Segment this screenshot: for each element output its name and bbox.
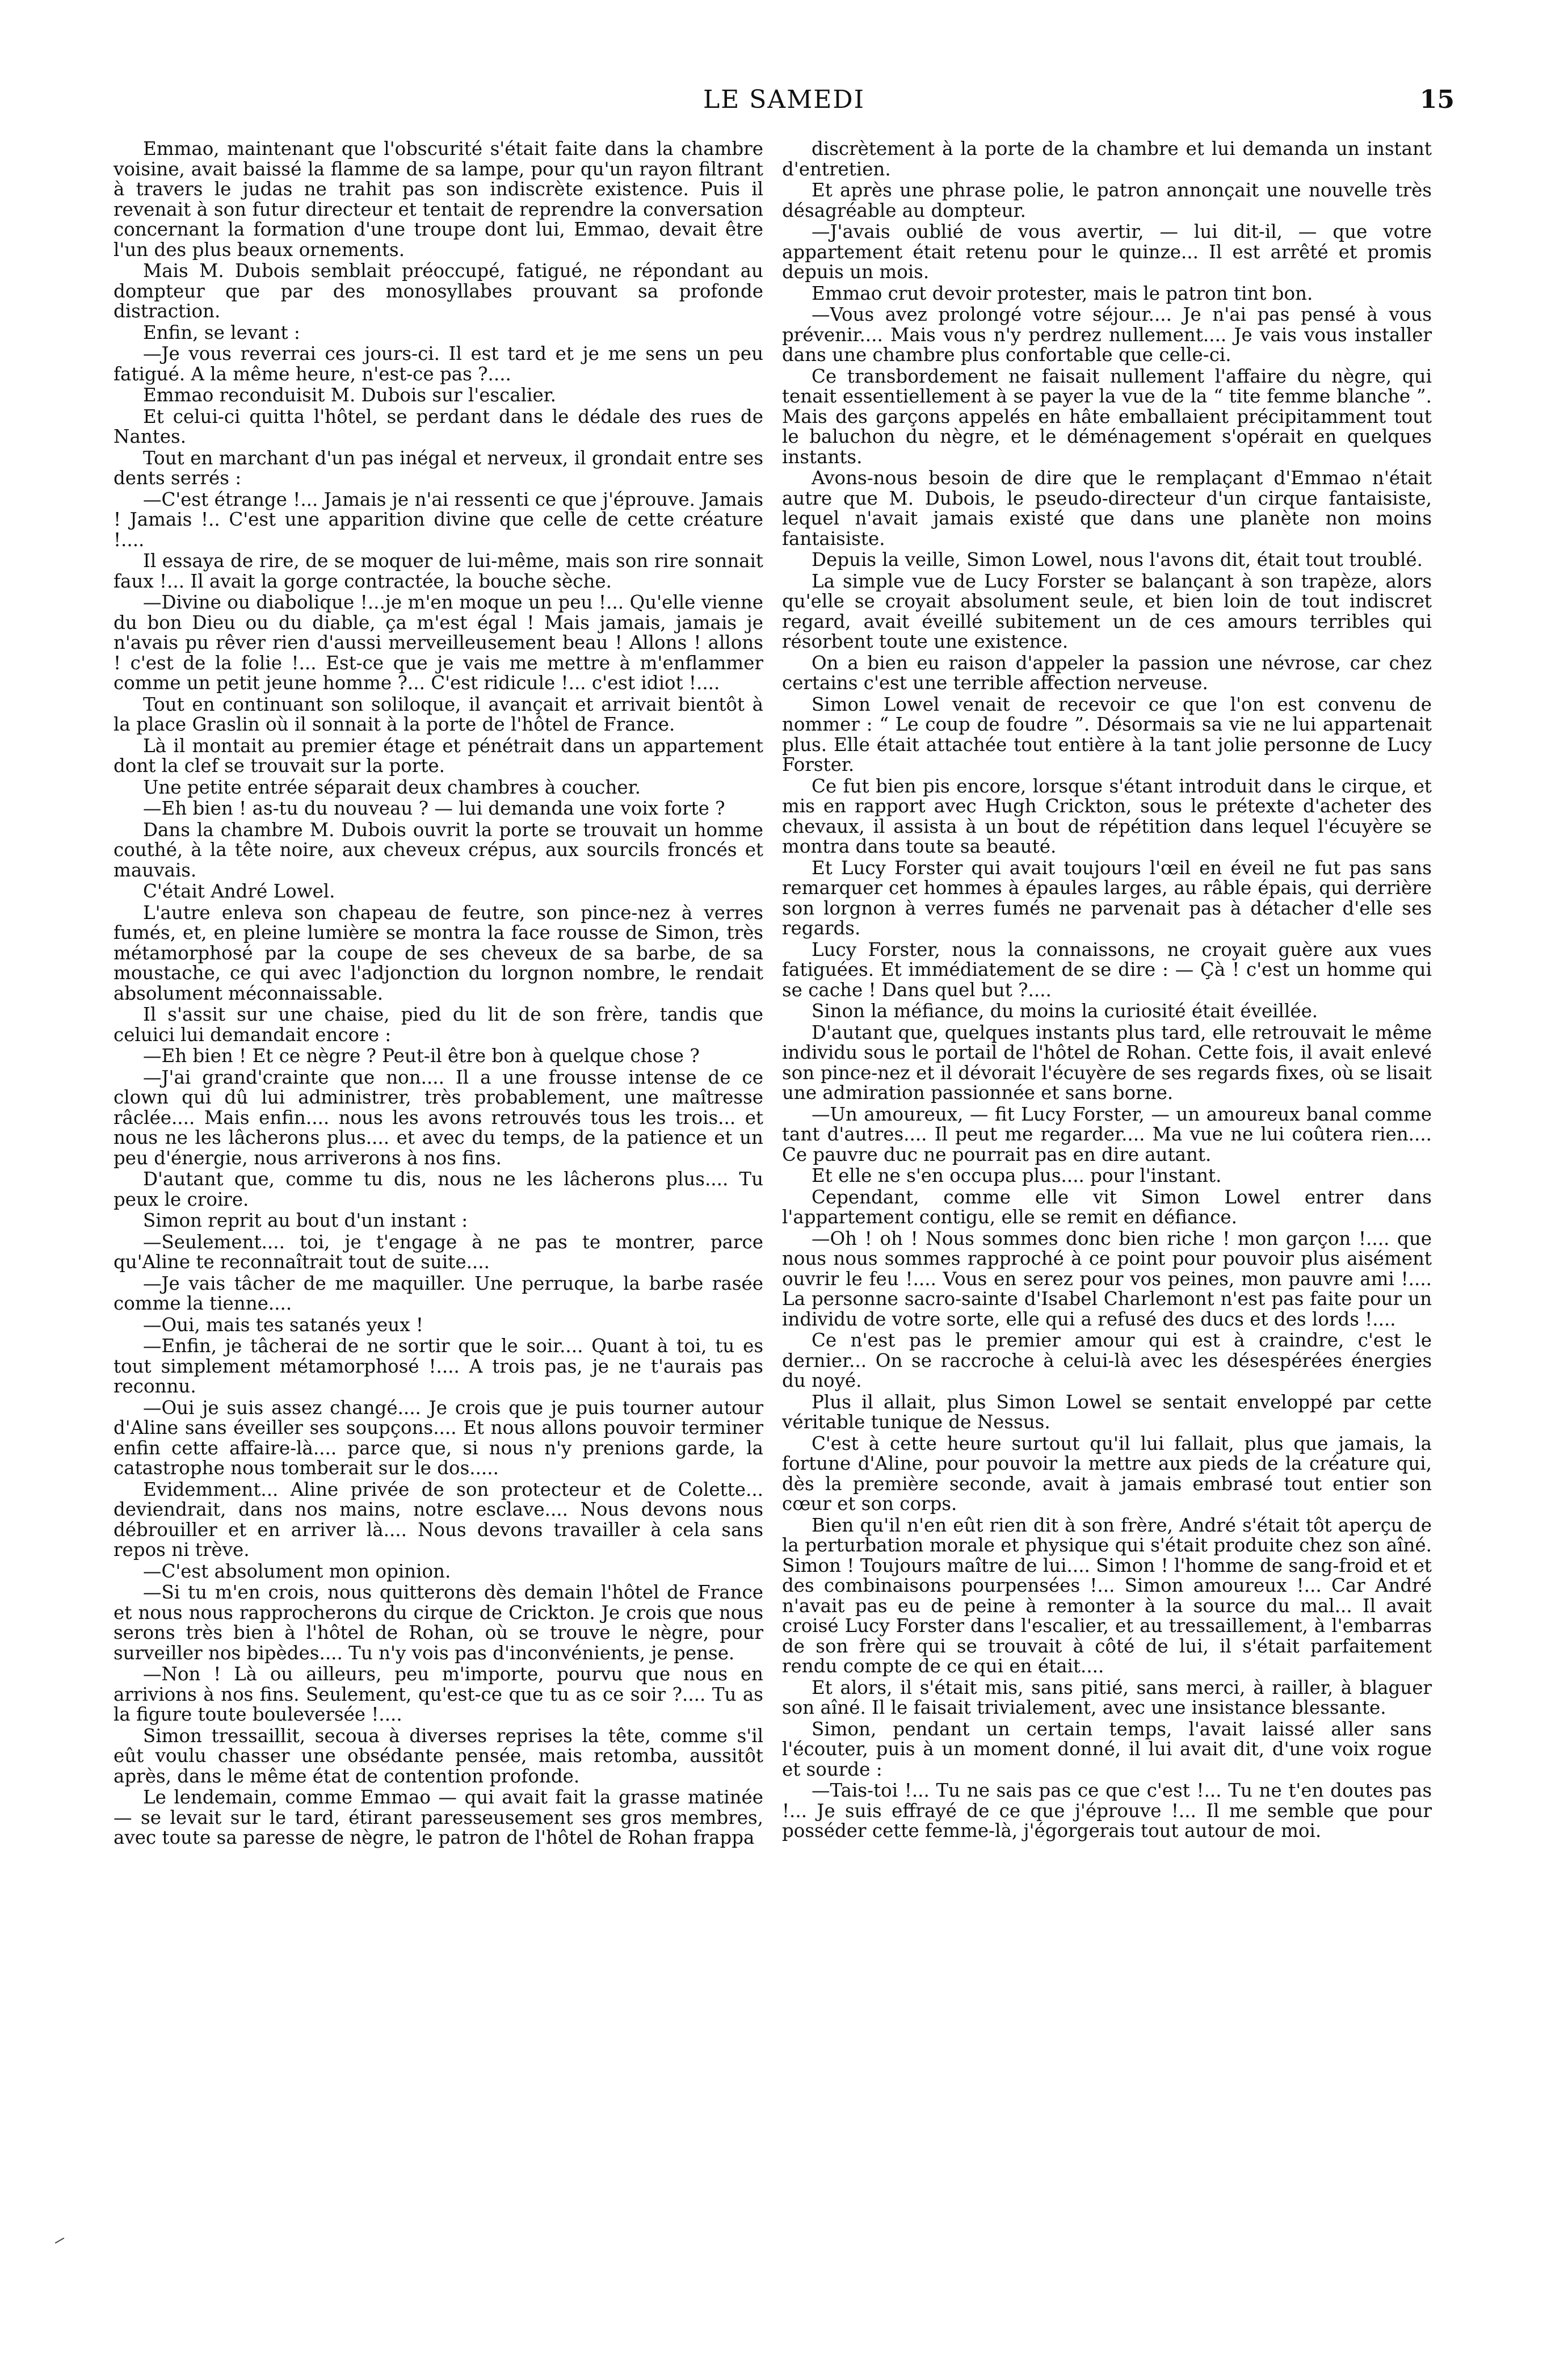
paragraph: Simon reprit au bout d'un instant : <box>143 1210 468 1231</box>
paragraph: Avons-nous besoin de dire que le remplaçant d'Emmao n'était autre que M. Dubois, le pseudo-directeur d'un cirque fantaisiste, lequel n'avait jamais existé que dans une planète non moins fantaisiste. <box>782 467 1432 549</box>
paragraph: —Tais-toi !... Tu ne sais pas ce que c'est !... Tu ne t'en doutes pas !... Je suis effrayé de ce que j'éprouve !... Il me semble que pour posséder cette femme-là, j'égorgerais tout autour de moi. <box>782 1780 1432 1842</box>
running-title: LE SAMEDI <box>703 85 865 114</box>
paragraph: —Un amoureux, — fit Lucy Forster, — un amoureux banal comme tant d'autres.... Il peut me regarder.... Ma vue ne lui coûtera rien.... Ce pauvre duc ne pourrait pas en dire autant. <box>782 1103 1432 1165</box>
paragraph: —Seulement.... toi, je t'engage à ne pas te montrer, parce qu'Aline te reconnaîtrait tout de suite.... <box>113 1231 763 1273</box>
paragraph: —Vous avez prolongé votre séjour.... Je n'ai pas pensé à vous prévenir.... Mais vous n'y perdrez nullement.... Je vais vous installer dans une chambre plus confortable que celle-ci. <box>782 304 1432 366</box>
running-head <box>113 85 1455 119</box>
paragraph: Dans la chambre M. Dubois ouvrit la porte se trouvait un homme couthé, à la tête noire, aux cheveux crépus, aux sourcils froncés et mauvais. <box>113 819 763 881</box>
paragraph: Mais M. Dubois semblait préoccupé, fatigué, ne répondant au dompteur que par des monosyllabes prouvant sa profonde distraction. <box>113 260 763 322</box>
paragraph: Simon Lowel venait de recevoir ce que l'on est convenu de nommer : “ Le coup de foudre ”. Désormais sa vie ne lui appartenait plus. Elle était attachée tout entière à la tant jolie personne de Lucy Forster. <box>782 693 1432 775</box>
paragraph: Enfin, se levant : <box>143 321 300 343</box>
paragraph: Tout en marchant d'un pas inégal et nerveux, il grondait entre ses dents serrés : <box>113 447 763 489</box>
paragraph: —Oui, mais tes satanés yeux ! <box>143 1314 423 1336</box>
paragraph: —Oui je suis assez changé.... Je crois que je puis tourner autour d'Aline sans éveiller ses soupçons.... Et nous allons pouvoir terminer enfin cette affaire-là.... parce que, si nous n'y prenions garde, la catastrophe nous tomberait sur le dos..... <box>113 1396 763 1479</box>
paragraph: Simon tressaillit, secoua à diverses reprises la tête, comme s'il eût voulu chasser une obsédante pensée, mais retomba, aussitôt après, dans le même état de contention profonde. <box>113 1725 763 1787</box>
paragraph: —Divine ou diabolique !...je m'en moque un peu !... Qu'elle vienne du bon Dieu ou du diable, ça m'est égal ! Mais jamais, jamais je n'avais pu rêver rien d'aussi merveilleusement beau ! Allons ! allons ! c'est de la folie !... Est-ce que je vais me mettre à m'enflammer comme un petit jeune homme ?... C'est ridicule !... c'est idiot !.... <box>113 592 763 694</box>
paragraph: Emmao crut devoir protester, mais le patron tint bon. <box>812 282 1313 304</box>
ink-speck <box>55 2238 65 2244</box>
paragraph: —Je vais tâcher de me maquiller. Une perruque, la barbe rasée comme la tienne.... <box>113 1272 763 1314</box>
paragraph: Depuis la veille, Simon Lowel, nous l'avons dit, était tout troublé. <box>812 549 1423 571</box>
left-column <box>113 139 763 1849</box>
paragraph: Ce fut bien pis encore, lorsque s'étant introduit dans le cirque, et mis en rapport avec Hugh Crickton, sous le prétexte d'acheter des chevaux, il assista à un bout de répétition dans lequel l'écuyère se montra dans toute sa beauté. <box>782 775 1432 857</box>
paragraph: On a bien eu raison d'appeler la passion une névrose, car chez certains c'est une terrible affection nerveuse. <box>782 652 1432 694</box>
page-number: 15 <box>1419 85 1455 114</box>
paragraph: discrètement à la porte de la chambre et lui demanda un instant d'entretien. <box>782 138 1432 180</box>
paragraph: —Si tu m'en crois, nous quitterons dès demain l'hôtel de France et nous nous rapprocherons du cirque de Crickton. Je crois que nous serons très bien à l'hôtel de Rohan, où se trouve le nègre, pour surveiller nos bipèdes.... Tu n'y vois pas d'inconvénients, je pense. <box>113 1582 763 1664</box>
right-column <box>782 139 1432 1843</box>
paragraph: —J'avais oublié de vous avertir, — lui dit-il, — que votre appartement était retenu pour le quinze... Il est arrêté et promis depuis un mois. <box>782 221 1432 283</box>
paragraph: Sinon la méfiance, du moins la curiosité était éveillée. <box>812 1000 1318 1022</box>
paragraph: —Oh ! oh ! Nous sommes donc bien riche ! mon garçon !.... que nous nous sommes rapproché à ce point pour pouvoir plus aisément ouvrir le feu !.... Vous en serez pour vos peines, mon pauvre ami !.... La personne sacro-sainte d'Isabel Charlemont n'est pas faite pour un individu de votre sorte, elle qui a refusé des ducs et des lords !.... <box>782 1227 1432 1330</box>
paragraph: Il essaya de rire, de se moquer de lui-même, mais son rire sonnait faux !... Il avait la gorge contractée, la bouche sèche. <box>113 550 763 592</box>
paragraph: Bien qu'il n'en eût rien dit à son frère, André s'était tôt aperçu de la perturbation morale et physique qui s'était produite chez son aîné. Simon ! Toujours maître de lui.... Simon ! l'homme de sang-froid et et des combinaisons pourpensées !... Simon amoureux !... Car André n'avait pas eu de peine à remonter à la source du mal... Il avait croisé Lucy Forster dans l'escalier, et au tressaillement, à l'embarras de son frère qui se trouvait à côté de lui, il s'était parfaitement rendu compte de ce qui en était.... <box>782 1514 1432 1677</box>
paragraph: —Enfin, je tâcherai de ne sortir que le soir.... Quant à toi, tu es tout simplement métamorphosé !.... A trois pas, je ne t'aurais pas reconnu. <box>113 1335 763 1397</box>
paragraph: —Eh bien ! as-tu du nouveau ? — lui demanda une voix forte ? <box>143 798 725 819</box>
paragraph: D'autant que, quelques instants plus tard, elle retrouvait le même individu sous le portail de l'hôtel de Rohan. Cette fois, il avait enlevé son pince-nez et il dévorait l'écuyère de ses regards fixes, où se lisait une admiration passionnée et sans borne. <box>782 1021 1432 1104</box>
paragraph: C'est à cette heure surtout qu'il lui fallait, plus que jamais, la fortune d'Aline, pour pouvoir la mettre aux pieds de la créature qui, dès la première seconde, avait à jamais embrasé tout entier son cœur et son corps. <box>782 1432 1432 1515</box>
paragraph: Et elle ne s'en occupa plus.... pour l'instant. <box>812 1165 1222 1186</box>
paragraph: —C'est étrange !... Jamais je n'ai ressenti ce que j'éprouve. Jamais ! Jamais !.. C'est une apparition divine que celle de cette créature !.... <box>113 488 763 551</box>
paragraph: Le lendemain, comme Emmao — qui avait fait la grasse matinée — se levait sur le tard, étirant paresseusement ses gros membres, avec toute sa paresse de nègre, le patron de l'hôtel de Rohan frappa <box>113 1786 763 1848</box>
paragraph: D'autant que, comme tu dis, nous ne les lâcherons plus.... Tu peux le croire. <box>113 1168 763 1210</box>
paragraph: Cependant, comme elle vit Simon Lowel entrer dans l'appartement contigu, elle se remit en défiance. <box>782 1186 1432 1228</box>
paragraph: Emmao reconduisit M. Dubois sur l'escalier. <box>143 384 557 406</box>
paragraph: C'était André Lowel. <box>143 880 335 902</box>
paragraph: Et alors, il s'était mis, sans pitié, sans merci, à railler, à blaguer son aîné. Il le faisait trivialement, avec une insistance blessante. <box>782 1676 1432 1718</box>
paragraph: Et après une phrase polie, le patron annonçait une nouvelle très désagréable au dompteur. <box>782 179 1432 221</box>
paragraph: Et Lucy Forster qui avait toujours l'œil en éveil ne fut pas sans remarquer cet hommes à épaules larges, au râble épais, qui derrière son lorgnon à verres fumés ne parvenait pas à détacher d'elle ses regards. <box>782 857 1432 939</box>
paragraph: Simon, pendant un certain temps, l'avait laissé aller sans l'écouter, puis à un moment donné, il lui avait dit, d'une voix rogue et sourde : <box>782 1718 1432 1780</box>
paragraph: L'autre enleva son chapeau de feutre, son pince-nez à verres fumés, et, en pleine lumière se montra la face rousse de Simon, très métamorphosé par la coupe de ses cheveux de sa barbe, de sa moustache, ce qui avec l'adjonction du lorgnon nombre, le rendait absolument méconnaissable. <box>113 901 763 1004</box>
paragraph: —Non ! Là ou ailleurs, peu m'importe, pourvu que nous en arrivions à nos fins. Seulement, qu'est-ce que tu as ce soir ?.... Tu as la figure toute bouleversée !.... <box>113 1663 763 1725</box>
paragraph: Tout en continuant son soliloque, il avançait et arrivait bientôt à la place Graslin où il sonnait à la porte de l'hôtel de France. <box>113 693 763 735</box>
paragraph: Ce transbordement ne faisait nullement l'affaire du nègre, qui tenait essentiellement à se payer la vue de la “ tite femme blanche ”. Mais des garçons appelés en hâte emballaient précipitamment tout le baluchon du nègre, et le déménagement s'opérait en quelques instants. <box>782 365 1432 468</box>
paragraph: Lucy Forster, nous la connaissons, ne croyait guère aux vues fatiguées. Et immédiatement de se dire : — Çà ! c'est un homme qui se cache ! Dans quel but ?.... <box>782 938 1432 1001</box>
paragraph: —C'est absolument mon opinion. <box>143 1560 451 1582</box>
paragraph: Emmao, maintenant que l'obscurité s'était faite dans la chambre voisine, avait baissé la flamme de sa lampe, pour qu'un rayon filtrant à travers le judas ne trahit pas son indiscrète existence. Puis il revenait à son futur directeur et tentait de reprendre la conversation concernant la formation d'une troupe dont lui, Emmao, devait être l'un des plus beaux ornements. <box>113 138 763 261</box>
paragraph: Ce n'est pas le premier amour qui est à craindre, c'est le dernier... On se raccroche à celui-là avec les désespérées énergies du noyé. <box>782 1329 1432 1391</box>
paragraph: Evidemment... Aline privée de son protecteur et de Colette... deviendrait, dans nos mains, notre esclave.... Nous devons nous débrouiller et en arriver là.... Nous devons travailler à cela sans repos ni trève. <box>113 1478 763 1561</box>
paragraph: Et celui-ci quitta l'hôtel, se perdant dans le dédale des rues de Nantes. <box>113 405 763 447</box>
paragraph: Il s'assit sur une chaise, pied du lit de son frère, tandis que celuici lui demandait encore : <box>113 1004 763 1046</box>
paragraph: Plus il allait, plus Simon Lowel se sentait enveloppé par cette véritable tunique de Nessus. <box>782 1391 1432 1433</box>
paragraph: La simple vue de Lucy Forster se balançant à son trapèze, alors qu'elle se croyait absolument seule, et bien loin de tout indiscret regard, avait éveillé subitement un de ces amours terribles qui résorbent toute une existence. <box>782 570 1432 652</box>
paragraph: —Je vous reverrai ces jours-ci. Il est tard et je me sens un peu fatigué. A la même heure, n'est-ce pas ?.... <box>113 343 763 385</box>
paragraph: Une petite entrée séparait deux chambres à coucher. <box>143 776 641 798</box>
paragraph: —Eh bien ! Et ce nègre ? Peut-il être bon à quelque chose ? <box>143 1045 700 1067</box>
paragraph: —J'ai grand'crainte que non.... Il a une frousse intense de ce clown qui dû lui administrer, très probablement, une maîtresse râclée.... Mais enfin.... nous les avons retrouvés tous les trois... et nous ne les lâcherons plus.... et avec du temps, de la patience et un peu d'énergie, nous arriverons à nos fins. <box>113 1066 763 1169</box>
paragraph: Là il montait au premier étage et pénétrait dans un appartement dont la clef se trouvait sur la porte. <box>113 735 763 777</box>
